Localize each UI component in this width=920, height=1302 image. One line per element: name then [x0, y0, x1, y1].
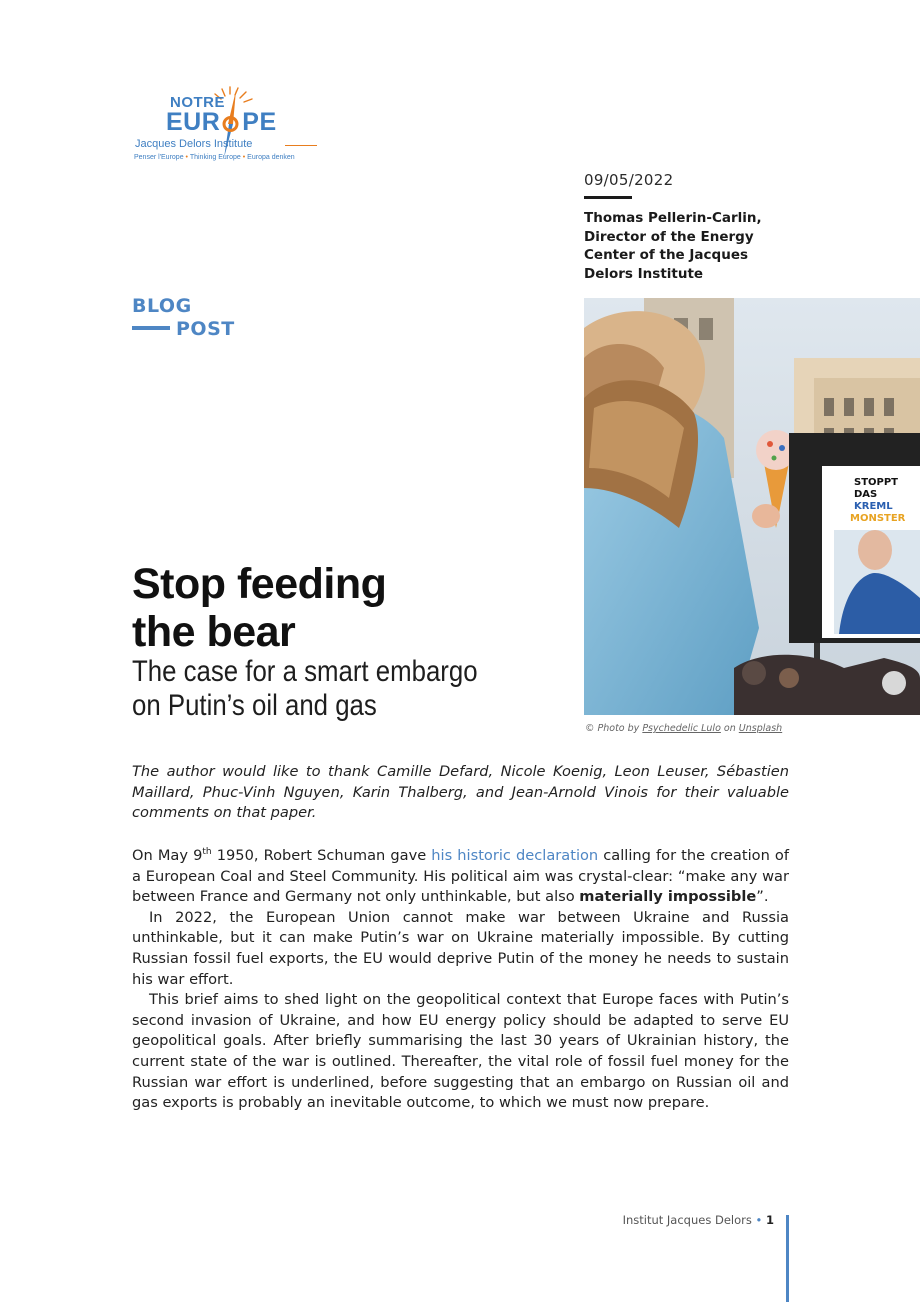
text-run: On May 9 [132, 847, 203, 864]
logo-institute-text: Jacques Delors Institute [135, 138, 253, 150]
sign-text: MONSTER [850, 513, 906, 524]
subtitle-line: The case for a smart embargo [132, 655, 478, 688]
article-body [132, 846, 789, 1114]
protest-photo-illustration [584, 298, 920, 715]
logo-tagline [134, 154, 295, 161]
page-number: 1 [765, 1213, 774, 1227]
tagline-dot: • [185, 154, 188, 161]
caption-mid: on [723, 723, 736, 734]
text-run: 1950, Robert Schuman gave [211, 847, 432, 864]
caption-prefix: © Photo by [585, 723, 640, 734]
cover-photo [584, 298, 920, 715]
sign-text: KREML [854, 501, 893, 512]
page-subtitle [132, 655, 510, 723]
logo-tagline-en: Thinking Europe [189, 154, 241, 161]
institute-logo [132, 84, 332, 166]
footer-rule [786, 1215, 789, 1302]
body-paragraph: This brief aims to shed light on the geopolitical context that Europe faces with Putin’s second invasion of Ukraine, and how EU energy policy should be adapted to serve EU geopolitical goals. After briefly summarising the last 30 years of Ukrainian history, the current state of the war is outlined. Thereafter, the vital role of fossil fuel money for the Russian war effort is underlined, before suggesting that an embargo on Russian oil and gas exports is probably an inevitable outcome, to which we must now prepare. [132, 991, 789, 1112]
page-footer [623, 1213, 774, 1227]
post-label: POST [176, 318, 235, 340]
body-paragraph [132, 846, 789, 908]
author-line: Delors Institute [584, 265, 704, 282]
sign-text: DAS [854, 489, 878, 500]
author-line: Thomas Pellerin-Carlin, [584, 210, 762, 226]
title-line: Stop feeding [132, 560, 387, 608]
superscript: th [202, 847, 212, 858]
text-run: calling for the creation of a European Coal and Steel Community. His political aim was crystal-clear: “make any war between France and Germany not only unthinkable, but also [132, 847, 789, 906]
logo-tagline-de: Europa denken [247, 154, 295, 161]
acknowledgement: The author would like to thank Camille Defard, Nicole Koenig, Leon Leuser, Sébastien Maillard, Phuc-Vinh Nguyen, Karin Thalberg, and Jean-Arnold Vinois for their valuable comments on that paper. [132, 763, 789, 821]
logo-europe-part2: PE [242, 108, 277, 136]
logo-tagline-fr: Penser l'Europe [134, 154, 184, 161]
author-line: Center of the Jacques [584, 247, 749, 263]
body-paragraph: In 2022, the European Union cannot make war between Ukraine and Russia unthinkable, but it can make Putin’s war on Ukraine materially impossible. By cutting Russian fossil fuel exports, the EU would deprive Putin of the money he needs to sustain his war effort. [132, 908, 789, 988]
date-divider [584, 196, 632, 199]
subtitle-line: on Putin’s oil and gas [132, 689, 377, 722]
title-line: the bear [132, 608, 296, 656]
tagline-dot: • [242, 154, 246, 161]
logo-europe-text [166, 108, 277, 137]
footer-org: Institut Jacques Delors [622, 1213, 752, 1227]
blog-rule [132, 326, 170, 330]
bold-text: materially impossible [579, 888, 757, 906]
publication-date: 09/05/2022 [584, 171, 674, 189]
blog-label: BLOG [132, 295, 192, 317]
footer-dot: • [755, 1213, 763, 1227]
declaration-link[interactable]: his historic declaration [431, 847, 599, 864]
text-run: ”. [756, 888, 769, 906]
caption-author-link[interactable]: Psychedelic Lulo [642, 723, 721, 734]
logo-notre-text: NOTRE [170, 94, 225, 111]
logo-rule [285, 145, 317, 146]
page-title [132, 560, 552, 656]
caption-source-link[interactable]: Unsplash [738, 723, 783, 734]
sign-text: STOPPT [854, 477, 899, 488]
author-line: Director of the Energy [584, 228, 754, 245]
author-block [584, 209, 774, 283]
logo-europe-part1: EUR [166, 108, 221, 136]
photo-caption [585, 723, 782, 734]
